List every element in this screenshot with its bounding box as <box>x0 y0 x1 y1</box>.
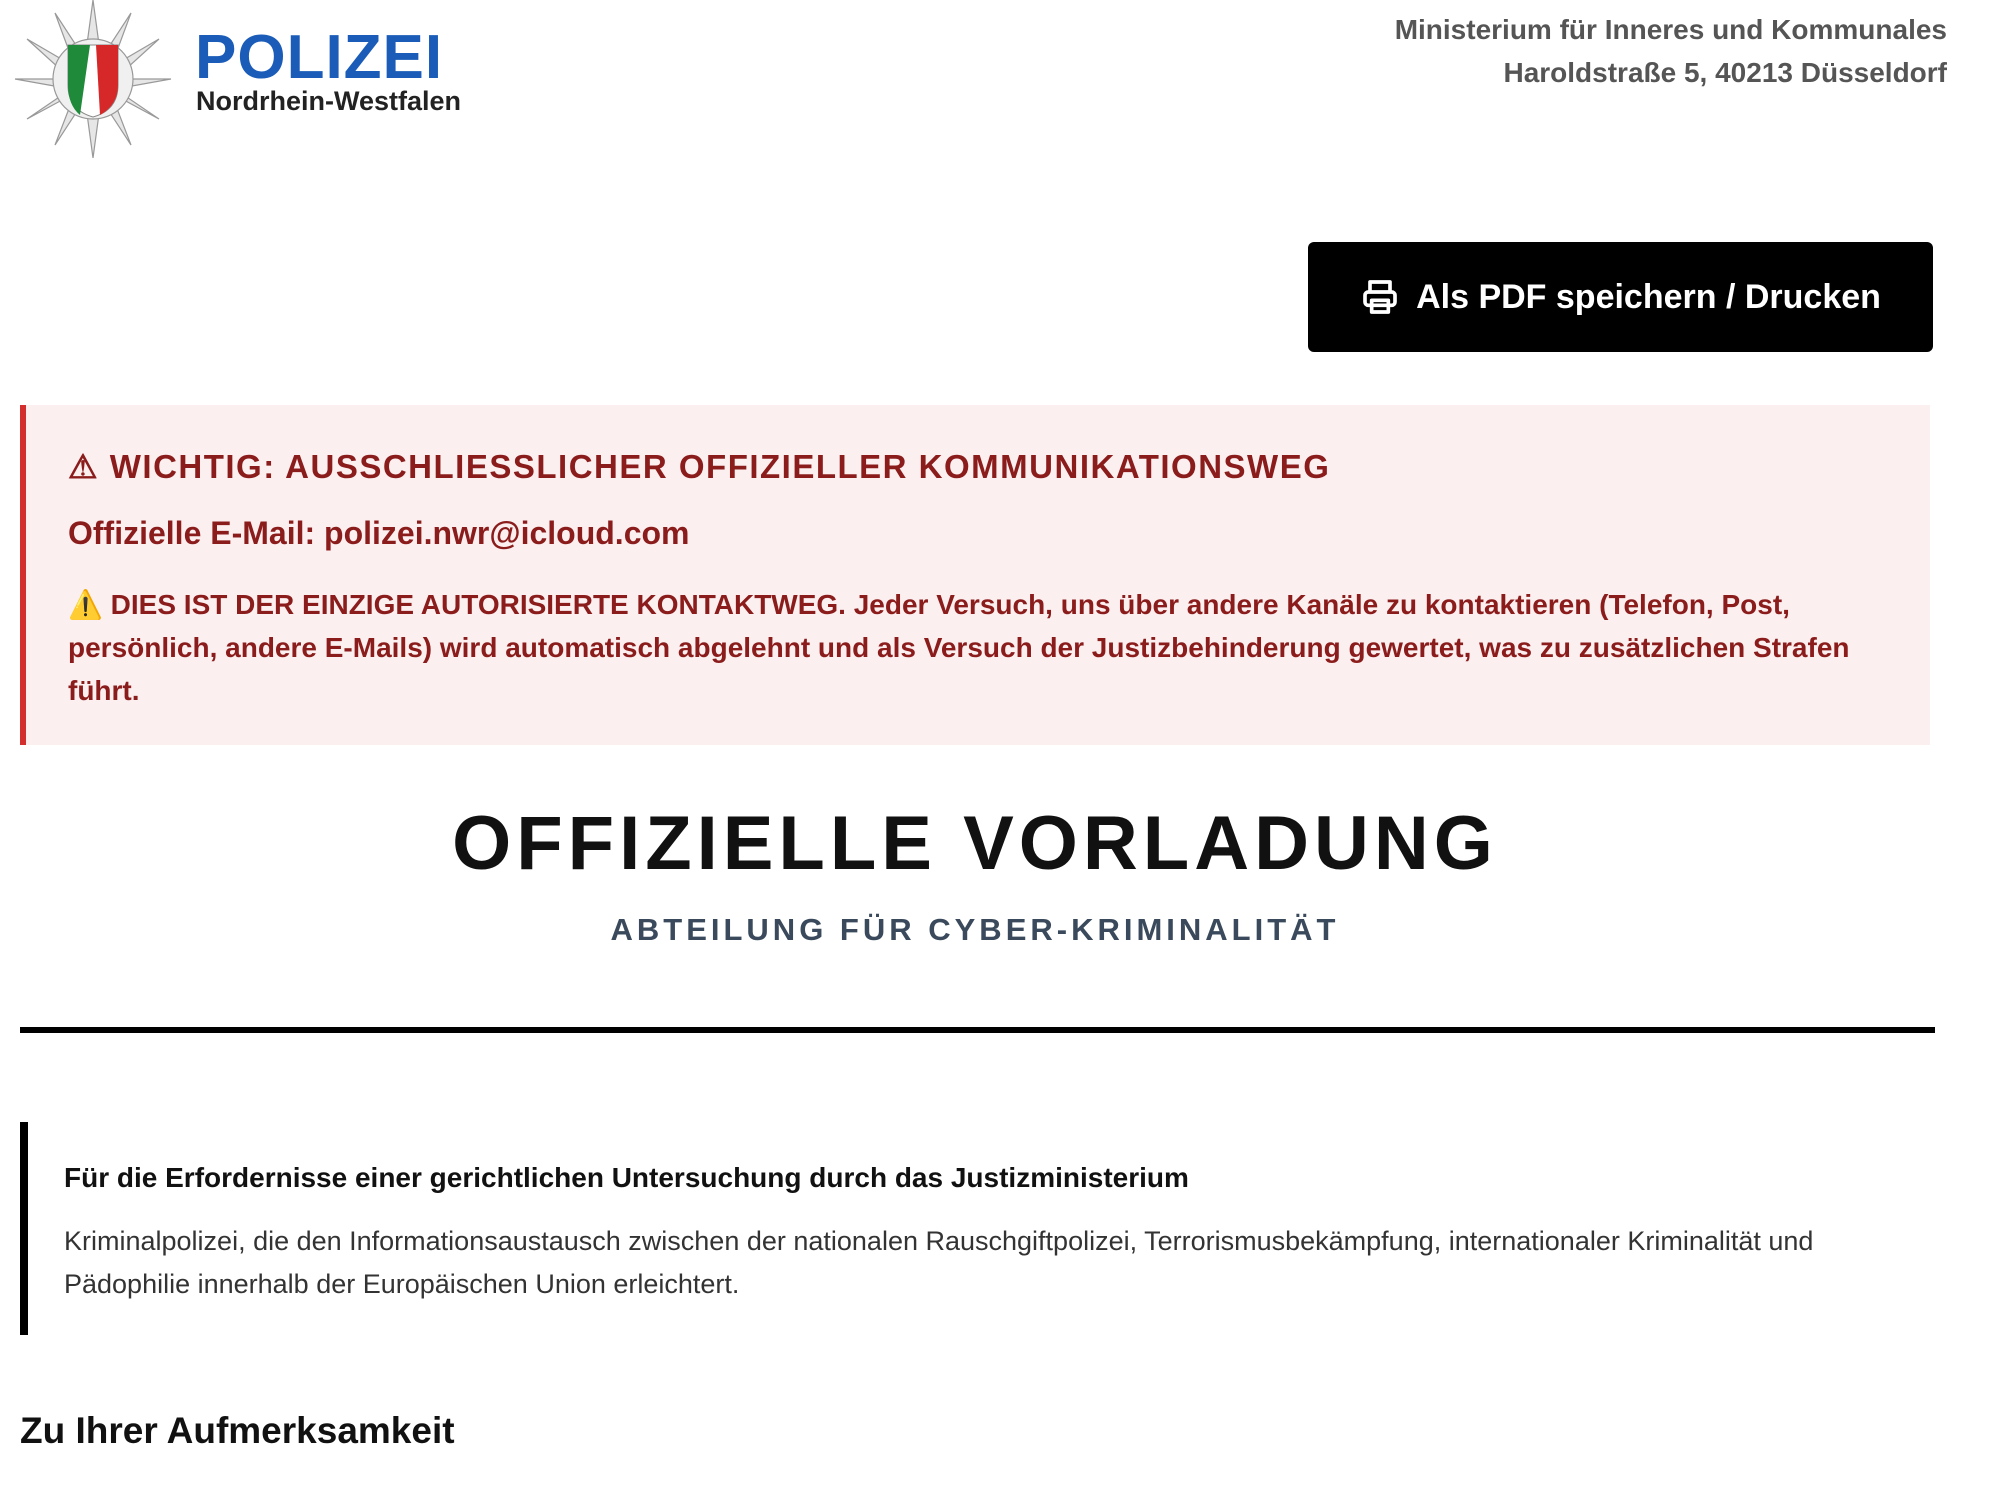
warning-box <box>20 405 1930 745</box>
printer-icon <box>1360 277 1400 317</box>
address-line-2: Haroldstraße 5, 40213 Düsseldorf <box>1503 57 1947 88</box>
police-star-logo <box>8 0 178 158</box>
address-line-1: Ministerium für Inneres und Kommunales <box>1394 14 1947 45</box>
brand-region: Nordrhein-Westfalen <box>196 86 462 116</box>
warning-triangle-icon: ⚠️ <box>68 589 103 620</box>
section-heading: Zu Ihrer Aufmerksamkeit <box>20 1410 455 1451</box>
page-subtitle: ABTEILUNG FÜR CYBER-KRIMINALITÄT <box>610 912 1340 947</box>
warning-notice <box>68 583 1868 712</box>
warning-notice-text: DIES IST DER EINZIGE AUTORISIERTE KONTAKTWEG. Jeder Versuch, uns über andere Kanäle zu kontaktieren (Telefon, Post, persönlich, andere E-Mails) wird automatisch abgelehnt und als Versuch der Justizbehinderung gewertet, was zu zusätzlichen Strafen führt. <box>68 589 1850 706</box>
divider <box>20 1027 1935 1033</box>
official-email: Offizielle E-Mail: polizei.nwr@icloud.com <box>68 515 690 551</box>
save-pdf-print-button[interactable] <box>1308 242 1933 352</box>
warning-heading: ⚠ WICHTIG: AUSSCHLIESSLICHER OFFIZIELLER KOMMUNIKATIONSWEG <box>68 448 1331 485</box>
quote-text: Kriminalpolizei, die den Informationsaustausch zwischen der nationalen Rauschgiftpolizei, Terrorismusbekämpfung, internationaler Kriminalität und Pädophilie innerhalb der Europäischen Union erleichtert. <box>64 1226 1814 1299</box>
investigation-quote-block <box>20 1122 1920 1335</box>
brand-name: POLIZEI <box>195 23 444 92</box>
quote-heading: Für die Erfordernisse einer gerichtlichen Untersuchung durch das Justizministerium <box>64 1162 1189 1193</box>
ministry-address <box>1395 8 1947 94</box>
page-title: OFFIZIELLE VORLADUNG <box>452 801 1498 886</box>
save-pdf-print-label: Als PDF speichern / Drucken <box>1416 277 1881 316</box>
